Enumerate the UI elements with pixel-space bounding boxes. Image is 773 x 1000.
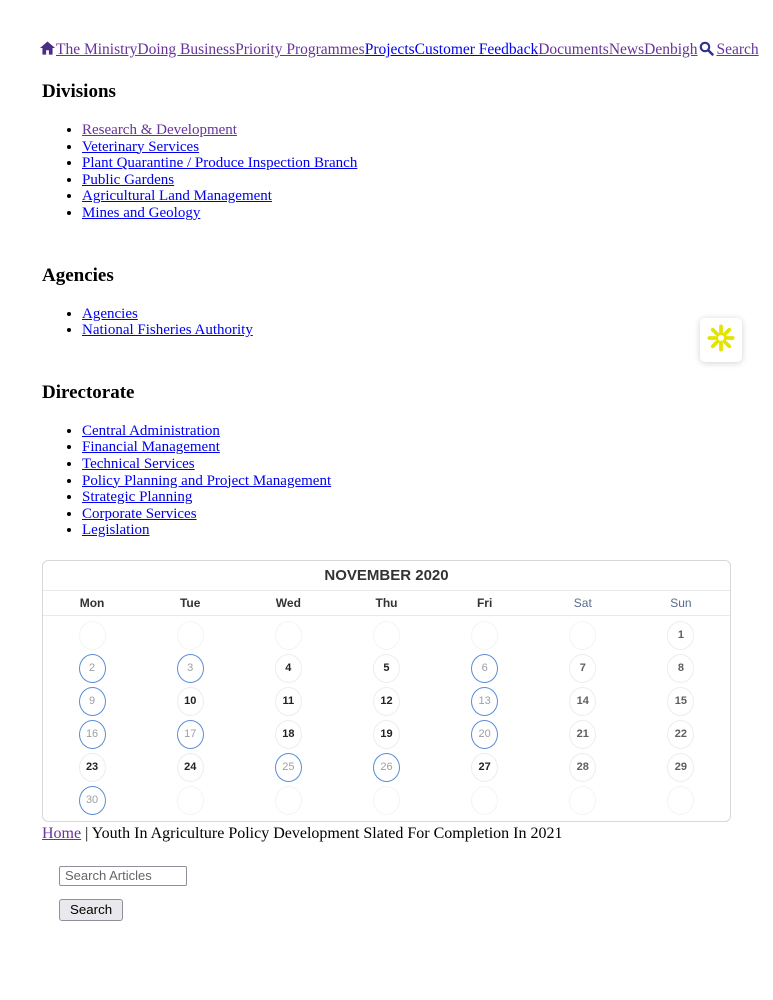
link-strategic-planning[interactable]: Strategic Planning [82,489,193,506]
calendar [42,560,731,822]
calendar-day-20[interactable]: 20 [471,720,498,749]
list-item [82,188,731,205]
section-list-agencies [42,306,731,339]
top-nav-links [56,41,698,58]
link-central-administration[interactable]: Central Administration [82,422,220,439]
calendar-cell [436,751,534,784]
day-header-wed: Wed [275,595,301,610]
calendar-empty-day [373,786,400,815]
link-public-gardens[interactable]: Public Gardens [82,171,175,188]
calendar-cell [239,784,337,817]
calendar-cell [43,784,141,817]
breadcrumb [42,825,731,843]
calendar-day-1[interactable]: 1 [667,621,694,650]
calendar-cell [337,652,435,685]
calendar-cell [436,685,534,718]
calendar-day-6[interactable]: 6 [471,654,498,683]
link-veterinary-services[interactable]: Veterinary Services [82,138,200,155]
search-articles-form [59,866,731,921]
calendar-cell [337,784,435,817]
calendar-day-12[interactable]: 12 [373,687,400,716]
calendar-cell [239,652,337,685]
calendar-cell [534,784,632,817]
home-link[interactable]: Home [42,824,82,842]
list-item [82,423,731,440]
calendar-day-headers [43,591,730,616]
calendar-cell [436,718,534,751]
list-item [82,489,731,506]
day-header-thu: Thu [375,595,398,610]
nav-link-doing-business[interactable]: Doing Business [137,41,236,58]
nav-link-news[interactable]: News [608,41,645,58]
calendar-day-16[interactable]: 16 [79,720,106,749]
calendar-empty-day [569,786,596,815]
calendar-cell [534,685,632,718]
calendar-cell [43,652,141,685]
sun-asterisk-icon [707,324,735,357]
list-item [82,122,731,139]
calendar-day-7[interactable]: 7 [569,654,596,683]
section-heading-directorate: Directorate [42,381,135,403]
calendar-cell [534,619,632,652]
calendar-empty-day [275,621,302,650]
calendar-cell [534,718,632,751]
link-technical-services[interactable]: Technical Services [82,455,195,472]
calendar-cell [337,718,435,751]
day-header-sat: Sat [573,595,592,610]
calendar-empty-day [79,621,106,650]
calendar-empty-day [177,786,204,815]
nav-link-documents[interactable]: Documents [538,41,609,58]
calendar-day-8[interactable]: 8 [667,654,694,683]
calendar-empty-day [177,621,204,650]
day-header-mon: Mon [79,595,105,610]
calendar-cell [141,718,239,751]
calendar-cell [141,751,239,784]
day-header-tue: Tue [179,595,201,610]
calendar-cell [632,652,730,685]
calendar-grid [43,616,730,821]
calendar-cell [141,685,239,718]
calendar-day-14[interactable]: 14 [569,687,596,716]
list-item [82,456,731,473]
page-title: Youth In Agriculture Policy Development Slated For Completion In 2021 [91,824,563,842]
list-item [82,522,731,539]
list-item [82,205,731,222]
list-item [82,306,731,323]
link-agricultural-land-management[interactable]: Agricultural Land Management [82,188,272,205]
top-nav [40,41,759,58]
calendar-cell [239,718,337,751]
nav-link-priority-programmes[interactable]: Priority Programmes [235,41,365,58]
calendar-cell [534,652,632,685]
link-mines-and-geology[interactable]: Mines and Geology [82,204,201,221]
link-research-development[interactable]: Research & Development [82,122,237,138]
calendar-day-10[interactable]: 10 [177,687,204,716]
calendar-day-25[interactable]: 25 [275,753,302,782]
calendar-day-27[interactable]: 27 [471,753,498,782]
calendar-empty-day [275,786,302,815]
link-national-fisheries-authority[interactable]: National Fisheries Authority [82,322,253,339]
calendar-cell [632,784,730,817]
calendar-cell [141,784,239,817]
calendar-cell [141,619,239,652]
calendar-day-11[interactable]: 11 [275,687,302,716]
calendar-cell [337,751,435,784]
calendar-cell [632,685,730,718]
calendar-day-2[interactable]: 2 [79,654,106,683]
accessibility-widget-button[interactable] [700,318,742,362]
nav-link-denbigh[interactable]: Denbigh [644,41,698,58]
calendar-cell [632,751,730,784]
calendar-day-13[interactable]: 13 [471,687,498,716]
sections [42,81,731,539]
calendar-title: NOVEMBER 2020 [43,561,730,591]
link-legislation[interactable]: Legislation [82,522,150,539]
calendar-cell [239,685,337,718]
calendar-cell [239,751,337,784]
calendar-cell [141,652,239,685]
calendar-day-5[interactable]: 5 [373,654,400,683]
calendar-cell [43,751,141,784]
calendar-day-23[interactable]: 23 [79,753,106,782]
day-header-sun: Sun [670,595,692,610]
calendar-cell [436,652,534,685]
calendar-cell [436,619,534,652]
calendar-cell [632,718,730,751]
nav-search-link[interactable]: Search [716,41,759,58]
list-item [82,155,731,172]
calendar-cell [43,718,141,751]
nav-link-the-ministry[interactable]: The Ministry [56,41,138,58]
search-button[interactable]: Search [59,899,123,921]
day-header-fri: Fri [476,595,493,610]
section-heading-agencies: Agencies [42,264,114,286]
list-item [82,139,731,156]
list-item [82,439,731,456]
calendar-cell [632,619,730,652]
calendar-empty-day [373,621,400,650]
nav-link-customer-feedback[interactable]: Customer Feedback [414,41,539,58]
calendar-empty-day [471,786,498,815]
calendar-day-30[interactable]: 30 [79,786,106,815]
calendar-cell [534,751,632,784]
calendar-day-24[interactable]: 24 [177,753,204,782]
calendar-cell [43,685,141,718]
list-item [82,473,731,490]
calendar-cell [337,685,435,718]
list-item [82,322,731,339]
calendar-day-4[interactable]: 4 [275,654,302,683]
calendar-day-29[interactable]: 29 [667,753,694,782]
link-policy-planning-and-project-management[interactable]: Policy Planning and Project Management [82,472,332,489]
list-item [82,172,731,189]
link-corporate-services[interactable]: Corporate Services [82,505,197,522]
section-list-directorate [42,423,731,539]
calendar-cell [436,784,534,817]
link-financial-management[interactable]: Financial Management [82,439,220,456]
calendar-day-19[interactable]: 19 [373,720,400,749]
calendar-day-17[interactable]: 17 [177,720,204,749]
calendar-day-9[interactable]: 9 [79,687,106,716]
calendar-cell [239,619,337,652]
calendar-cell [337,619,435,652]
calendar-day-15[interactable]: 15 [667,687,694,716]
calendar-day-3[interactable]: 3 [177,654,204,683]
link-plant-quarantine-produce-inspection-branch[interactable]: Plant Quarantine / Produce Inspection Branch [82,155,358,172]
calendar-empty-day [569,621,596,650]
calendar-day-18[interactable]: 18 [275,720,302,749]
calendar-day-21[interactable]: 21 [569,720,596,749]
nav-link-projects[interactable]: Projects [364,41,415,58]
section-list-divisions [42,122,731,222]
calendar-day-26[interactable]: 26 [373,753,400,782]
calendar-day-28[interactable]: 28 [569,753,596,782]
section-heading-divisions: Divisions [42,81,116,102]
home-icon[interactable] [40,41,56,58]
calendar-empty-day [667,786,694,815]
list-item [82,506,731,523]
breadcrumb-separator: | [85,824,89,842]
calendar-empty-day [471,621,498,650]
link-agencies[interactable]: Agencies [82,305,138,322]
search-icon[interactable] [698,41,714,58]
calendar-day-22[interactable]: 22 [667,720,694,749]
calendar-cell [43,619,141,652]
search-articles-input[interactable] [59,866,187,886]
